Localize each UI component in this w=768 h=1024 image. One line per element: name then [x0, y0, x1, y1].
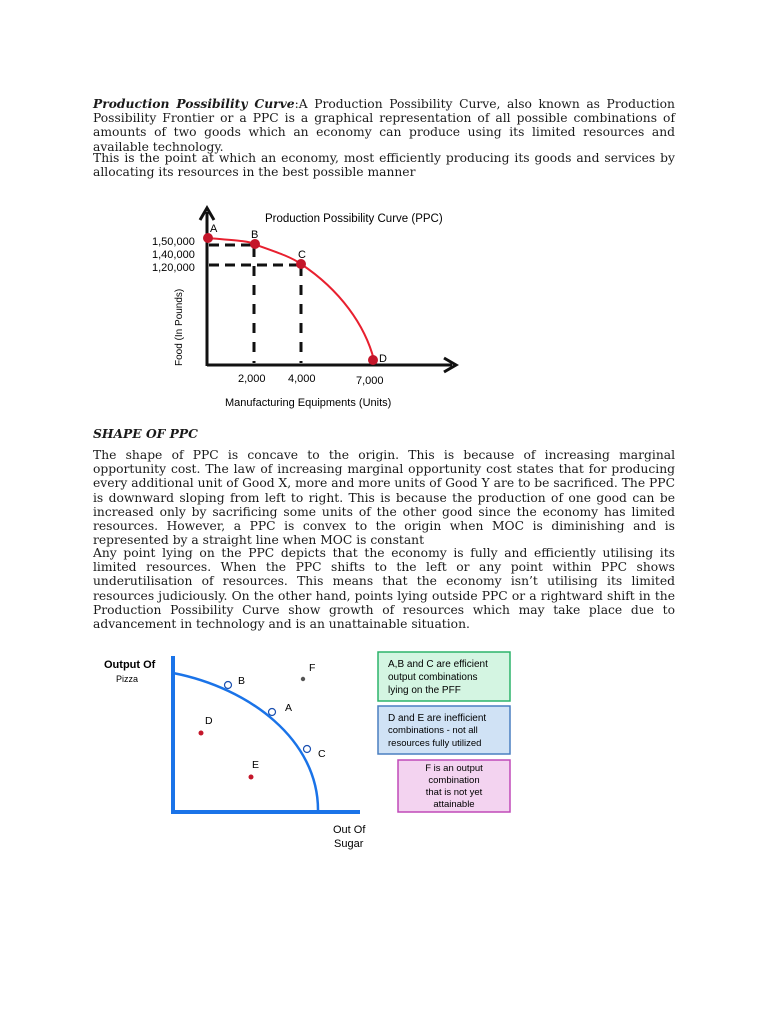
ppc-label-b: B [251, 229, 259, 241]
ppc-ylabel: Food (In Pounds) [174, 288, 185, 366]
point-e-marker [249, 775, 254, 780]
unattainable-line-2: combination [428, 775, 480, 786]
intro-text: :A Production Possibility Curve, also known as Production Possibility Frontier or a PPC is a graphical representation of all possible combinations of amounts of two goods which an economy can produce using its limited resources and available technology. [93, 97, 675, 154]
point-a-label: A [285, 702, 293, 714]
point-b-label: B [238, 675, 246, 687]
point-c-label: C [318, 748, 326, 760]
unattainable-line-4: attainable [433, 799, 475, 810]
ppc-title: Production Possibility Curve (PPC) [265, 213, 443, 225]
efficient-line-1: A,B and C are efficient [388, 659, 488, 670]
sugar-label-1: Out Of [333, 824, 366, 836]
inefficient-line-3: resources fully utilized [388, 738, 482, 749]
intro-term: Production Possibility Curve [93, 96, 295, 111]
shape-paragraph: The shape of PPC is concave to the origin. This is because of increasing marginal opportunity cost. The law of increasing marginal opportunity cost states that for producing every additional unit of Good X, more and more units of Good Y are to be sacrificed. The PPC is downward sloping from left to right. This is because the production of one good can be increased only by sacrificing some units of the other good since the economy has limited resources. However, a PPC is convex to the origin when MOC is diminishing and is represented by a straight line when MOC is constant [93, 448, 675, 548]
definition-paragraph: This is the point at which an economy, most efficiently producing its goods and services by allocating its resources in the best possible manner [93, 151, 675, 180]
point-e-label: E [252, 759, 260, 771]
ppc-ytick-2: 1,40,000 [152, 249, 195, 261]
point-a-marker [269, 709, 276, 716]
ppc-label-c: C [298, 249, 306, 261]
point-c-marker [304, 746, 311, 753]
sugar-label-2: Sugar [334, 838, 364, 850]
point-f-label: F [309, 662, 316, 674]
point-f-marker [301, 677, 305, 681]
pff-curve [173, 673, 318, 810]
inefficient-line-2: combinations - not all [388, 725, 478, 736]
ppc-label-a: A [210, 223, 218, 235]
ppc-label-d: D [379, 353, 387, 365]
ppc-ytick-3: 1,20,000 [152, 262, 195, 274]
points-paragraph: Any point lying on the PPC depicts that the economy is fully and efficiently utilising its limited resources. When the PPC shifts to the left or any point within PPC shows underutilisation of resources. This means that the economy isn’t utilising its limited resources judiciously. On the other hand, points lying outside PPC or a rightward shift in the Production Possibility Curve show growth of resources which may take place due to advancement in technology and is an unattainable situation. [93, 546, 675, 632]
ppc-xtick-3: 7,000 [356, 375, 384, 387]
pizza-label-1: Output Of [104, 659, 156, 671]
ppc-ytick-1: 1,50,000 [152, 236, 195, 248]
pizza-label-2: Pizza [116, 674, 139, 684]
inefficient-line-1: D and E are inefficient [388, 713, 487, 724]
ppc-xtick-2: 4,000 [288, 373, 316, 385]
efficient-line-3: lying on the PFF [388, 685, 461, 696]
efficient-line-2: output combinations [388, 672, 478, 683]
point-b-marker [225, 682, 232, 689]
point-d-marker [199, 731, 204, 736]
unattainable-line-3: that is not yet [425, 787, 483, 798]
shape-heading: SHAPE OF PPC [93, 426, 198, 441]
unattainable-line-1: F is an output [425, 763, 483, 774]
ppc-xlabel: Manufacturing Equipments (Units) [225, 397, 392, 409]
point-d-label: D [205, 715, 213, 727]
ppc-xtick-1: 2,000 [238, 373, 266, 385]
